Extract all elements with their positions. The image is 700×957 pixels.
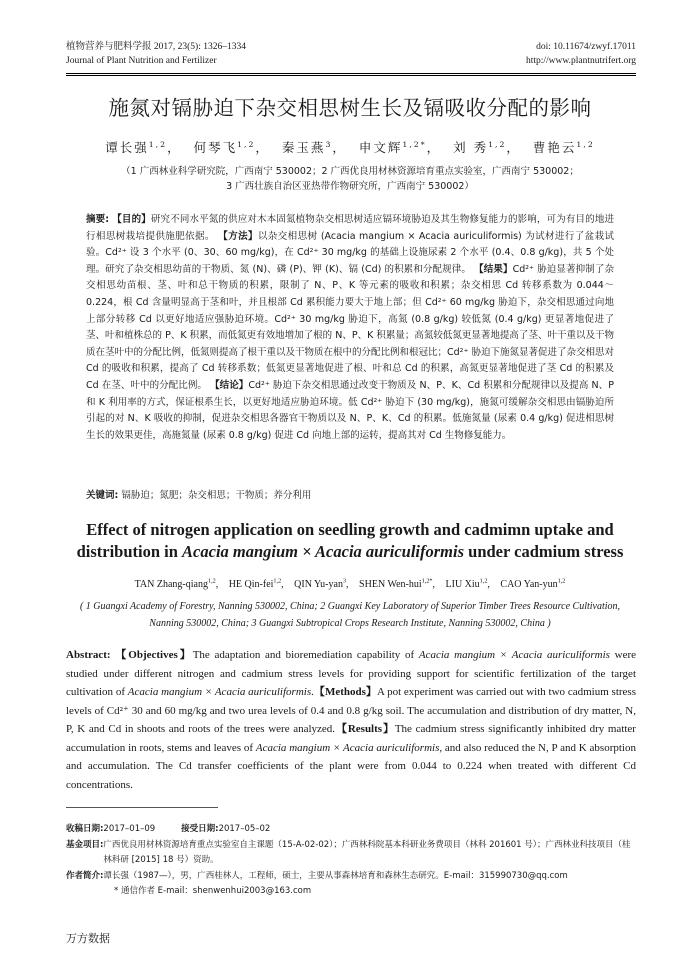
corresponding-email: * 通信作者 E-mail：shenwenhui2003@163.com bbox=[114, 886, 312, 896]
author-en: SHEN Wen-hui$^{1,2*}$, bbox=[359, 577, 435, 590]
results-text-cn: Cd²⁺ 胁迫显著抑制了杂交相思幼苗根、茎、叶和总干物质的积累，限制了 N、P、K 等元素的吸收和积累；杂交相思 Cd 转移系数为 0.044～0.224，根 Cd 含量明显高于茎和叶，并且根部 Cd 累积能力要大于地上部；但 Cd²⁺ 60 mg/kg 胁迫下，杂交相思通过向地上部分转移 Cd 以更好地适应强胁迫环境。Cd²⁺ 30 mg/kg 胁迫下，高氮 (0.8 g/kg) 较低氮 (0.4 g/kg) 更显著地促进了茎、叶和植株总的 P、K 积累，而低氮更有效地增加了根的 N、P、K 积累量；高氮较低氮更显著地提高了茎、叶干重以及干物质在茎叶中的分配比例，低氮则提高了根干重以及干物质在根中的分配比例和根冠比；Cd²⁺ 胁迫下施氮显著促进了杂交相思对 Cd 的吸收和积累，提高了 Cd 转移系数；低氮更显著地促进了根、叶和总 Cd 的积累，高氮更显著地促进了茎 Cd 的积累及 Cd 在茎、叶中的分配比例。 bbox=[86, 263, 615, 391]
authors-en bbox=[0, 579, 700, 590]
journal-name-en: Journal of Plant Nutrition and Fertilizer bbox=[66, 56, 217, 66]
funding-label: 基金项目: bbox=[66, 839, 104, 850]
journal-citation-cn: 植物营养与肥料学报 2017, 23(5): 1326–1334 bbox=[66, 42, 246, 52]
header-divider bbox=[66, 73, 636, 74]
keywords-cn-label: 关键词: bbox=[86, 490, 119, 501]
footnote-divider bbox=[66, 807, 218, 808]
species-name: Acacia mangium × Acacia auriculiformis bbox=[418, 649, 610, 661]
keywords-cn-text: 镉胁迫；氮肥；杂交相思；干物质；养分利用 bbox=[121, 490, 312, 501]
footnotes bbox=[66, 822, 636, 900]
affil-cn-line: （1 广西林业科学研究院，广西南宁 530002；2 广西优良用材林资源培育重点实验室，广西南宁 530002； bbox=[121, 166, 579, 177]
wanfang-watermark: 万方数据 bbox=[66, 932, 110, 945]
title-cn: 施氮对镉胁迫下杂交相思树生长及镉吸收分配的影响 bbox=[108, 96, 592, 120]
species-name: Acacia mangium × Acacia auriculiformis bbox=[255, 741, 440, 754]
received-date: 2017–01–09 bbox=[103, 824, 156, 834]
objective-label-cn: 【目的】 bbox=[112, 214, 151, 225]
header-divider-thin bbox=[66, 75, 636, 76]
author-info-row bbox=[66, 869, 636, 885]
abstract-cn-label: 摘要: bbox=[86, 214, 110, 225]
funding-row bbox=[66, 838, 636, 869]
journal-url[interactable]: http://www.plantnutrifert.org bbox=[525, 56, 636, 66]
conclusion-label-cn: 【结论】 bbox=[210, 379, 249, 391]
abstract-en: Abstract: 【Objectives】The adaptation and bioremediation capability of Acacia mangium × Acacia auriculiformis were studied under different nitrogen and cadmium stress levels for providing support for scientific fertilization of the target cultivation of Acacia mangium × Acacia auriculiformis.【Methods】A pot experiment was carried out with two cadmium stress levels of Cd²⁺ 30 and 60 mg/kg and two urea levels of 0.4 and 0.8 g/kg soil. The accumulation and distribution of dry matter, N, P, K and Cd in shoots and roots of the trees were analyzed.【Results】The cadmium stress significantly inhibited dry matter accumulation in roots, stems and leaves of Acacia mangium × Acacia auriculiformis, and also reduced the N, P and K absorption and accumulation. The Cd transfer coefficients of the plant were from 0.044 to 0.224 when treated with different Cd concentrations. bbox=[66, 649, 637, 791]
species-name: Acacia mangium × Acacia auriculiformis bbox=[127, 686, 312, 698]
results-label-en: 【Results】 bbox=[335, 723, 395, 735]
objective-label-en: 【Objectives】 bbox=[115, 649, 193, 661]
author-en: HE Qin-fei$^{1,2}$, bbox=[228, 577, 284, 590]
author-cn: 曹艳云$^{1,2}$ bbox=[532, 139, 595, 155]
author-cn: 何琴飞$^{1,2}$， bbox=[193, 139, 270, 155]
conclusion-text-cn: Cd²⁺ 胁迫下杂交相思通过改变干物质及 N、P、K、Cd 积累和分配规律以及提高 N、P 和 K 利用率的方式，保证根系生长，以更好地适应胁迫环境。低 Cd²⁺ 胁迫下 (30 mg/kg)，施氮可缓解杂交相思由镉胁迫所引起的对 N、K 吸收的抑制，促进杂交相思各器官干物质以及 N、P、K、Cd 的积累。低施氮量 (尿素 0.4 g/kg) 促进相思树生长的效果更佳，高施氮量 (尿素 0.8 g/kg) 促进 Cd 向地上部的运转，提高其对 Cd 生物修复能力。 bbox=[86, 379, 614, 441]
author-cn: 秦玉燕$^3$， bbox=[281, 139, 347, 155]
author-en: TAN Zhang-qiang$^{1,2}$, bbox=[134, 577, 219, 590]
species-name: Acacia mangium × Acacia auriculiformis bbox=[182, 542, 465, 561]
authors-cn bbox=[0, 138, 700, 156]
objective-text-cn: 研究不同水平氮的供应对木本固氮植物杂交相思树适应镉环境胁迫及其生物修复能力的影响，可为有目的地进行相思树栽培提供施肥依据。 bbox=[86, 214, 614, 242]
running-header bbox=[66, 40, 636, 68]
methods-text-en: A pot experiment was carried out with two cadmium stress levels of Cd²⁺ 30 and 60 mg/kg and two urea levels of 0.4 and 0.8 g/kg soil. The accumulation and distribution of dry matter, N, P, K and Cd in shoots and roots of the trees were analyzed. bbox=[66, 686, 636, 735]
abstract-en-label: Abstract: bbox=[66, 649, 111, 661]
accepted-label: 接受日期: bbox=[181, 824, 219, 834]
methods-label-en: 【Methods】 bbox=[313, 686, 377, 698]
received-label: 收稿日期: bbox=[66, 824, 104, 834]
author-info-text: 谭长强（1987—），男，广西桂林人，工程师，硕士，主要从事森林培育和森林生态研究。E-mail：315990730@qq.com bbox=[103, 870, 568, 881]
keywords-cn bbox=[86, 487, 614, 501]
author-cn: 刘 秀$^{1,2}$， bbox=[453, 139, 521, 155]
author-en: CAO Yan-yun$^{1,2}$ bbox=[500, 577, 566, 590]
affiliations-cn bbox=[60, 164, 640, 194]
dates-row bbox=[66, 822, 636, 838]
affil-cn-line: 3 广西壮族自治区亚热带作物研究所，广西南宁 530002） bbox=[226, 181, 474, 192]
funding-text: 广西优良用材林资源培育重点实验室自主课题（15-A-02-02）；广西林科院基本科研业务费项目（林科 201601 号）；广西林业科技项目（桂林科研 [2015] 18 号）资助。 bbox=[103, 839, 631, 865]
author-cn: 谭长强$^{1,2}$， bbox=[105, 139, 182, 155]
doi[interactable]: doi: 10.11674/zwyf.17011 bbox=[536, 42, 636, 52]
methods-label-cn: 【方法】 bbox=[218, 230, 258, 242]
abstract-cn bbox=[86, 212, 614, 444]
title-en: Effect of nitrogen application on seedling growth and cadmimn uptake and distribution in Acacia mangium × Acacia auriculiformis under cadmium stress bbox=[76, 520, 624, 561]
author-en: LIU Xiu$^{1,2}$, bbox=[445, 577, 490, 590]
accepted-date: 2017–05–02 bbox=[218, 824, 271, 834]
affiliations-en: ( 1 Guangxi Academy of Forestry, Nanning 530002, China; 2 Guangxi Key Laboratory of Superior Timber Trees Resource Cultivation, Nanning 530002, China; 3 Guangxi Subtropical Crops Research Institute, Nanning 530002, China ) bbox=[79, 601, 621, 629]
results-label-cn: 【结果】 bbox=[474, 263, 513, 275]
author-info-label: 作者简介: bbox=[66, 870, 104, 881]
methods-text-cn: 以杂交相思树 (Acacia mangium × Acacia auriculiformis) 为试材进行了盆栽试验。Cd²⁺ 设 3 个水平 (0、30、60 mg/kg)，在 Cd²⁺ 30 mg/kg 的基础上设施尿素 2 个水平 (0.4、0.8 g/kg)，共 5 个处理。研究了杂交相思幼苗的干物质、氮 (N)、磷 (P)、钾 (K)、镉 (Cd) 的积累和分配规律。 bbox=[86, 230, 614, 275]
author-en: QIN Yu-yan$^3$, bbox=[294, 577, 349, 590]
author-cn: 申文辉$^{1,2*}$， bbox=[358, 139, 442, 155]
